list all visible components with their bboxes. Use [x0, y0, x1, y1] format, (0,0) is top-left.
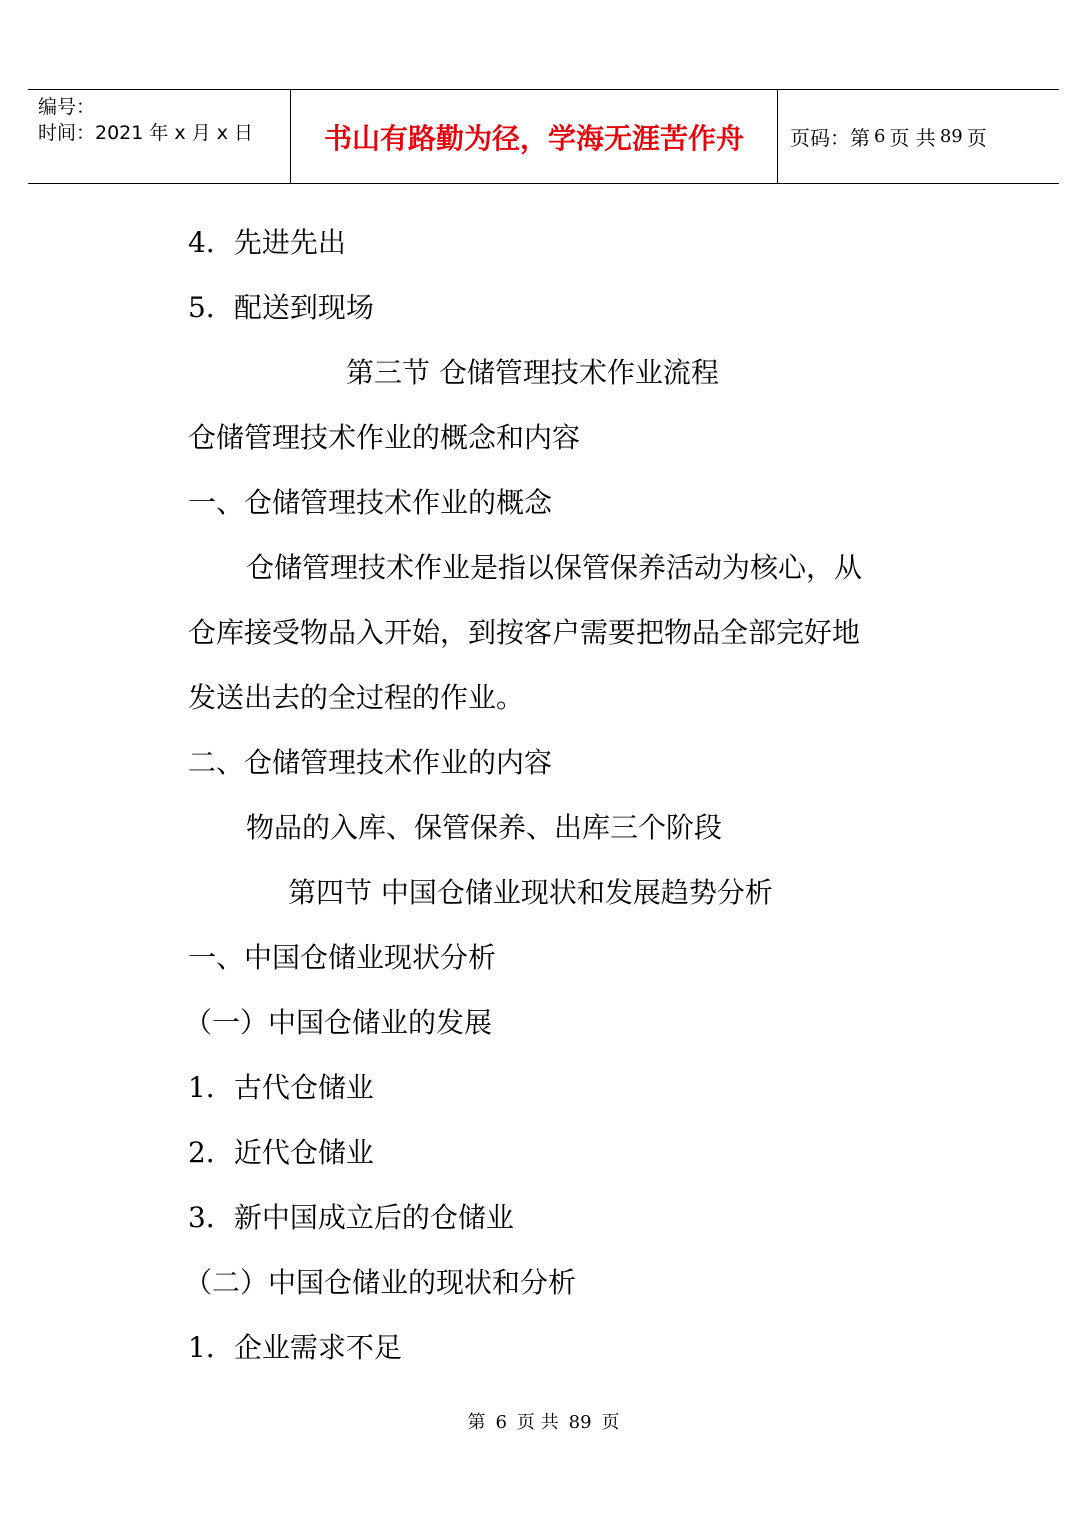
paragraph-line: 仓库接受物品入开始，到按客户需要把物品全部完好地 — [188, 616, 861, 649]
header-page-info — [790, 90, 987, 183]
list-item: 4．先进先出 — [188, 226, 346, 259]
page-suffix: 页 — [966, 126, 987, 150]
total-page-number: 89 — [939, 126, 963, 147]
footer-mid: 页 共 — [516, 1412, 559, 1433]
header-meta — [38, 94, 253, 146]
time-label: 时间：2021 年 x 月 x 日 — [38, 122, 254, 144]
section-heading: 第四节 中国仓储业现状和发展趋势分析 — [288, 876, 773, 909]
list-item: 3．新中国成立后的仓储业 — [188, 1201, 514, 1234]
paragraph-line: 发送出去的全过程的作业。 — [188, 681, 525, 714]
footer-total-pages: 89 — [568, 1412, 592, 1433]
list-item: 5．配送到现场 — [188, 291, 374, 324]
page-mid: 页 共 — [889, 126, 936, 150]
serial-number-label: 编号： — [38, 96, 96, 118]
header-divider — [777, 90, 778, 183]
subheading: （一）中国仓储业的发展 — [184, 1006, 493, 1039]
page-header — [28, 89, 1059, 184]
footer-prefix: 第 — [467, 1412, 486, 1433]
paragraph-line: 物品的入库、保管保养、出库三个阶段 — [246, 811, 723, 844]
subheading: 仓储管理技术作业的概念和内容 — [188, 421, 581, 454]
list-item: 1．企业需求不足 — [188, 1331, 402, 1364]
subheading: 一、仓储管理技术作业的概念 — [188, 486, 553, 519]
current-page-number: 6 — [874, 126, 886, 147]
page-prefix: 页码：第 — [790, 126, 870, 150]
subheading: 一、中国仓储业现状分析 — [188, 941, 497, 974]
page-footer — [0, 1408, 1087, 1434]
section-heading: 第三节 仓储管理技术作业流程 — [346, 356, 719, 389]
subheading: （二）中国仓储业的现状和分析 — [184, 1266, 577, 1299]
header-motto: 书山有路勤为径，学海无涯苦作舟 — [323, 121, 744, 155]
footer-current-page: 6 — [495, 1412, 507, 1433]
list-item: 2．近代仓储业 — [188, 1136, 374, 1169]
subheading: 二、仓储管理技术作业的内容 — [188, 746, 553, 779]
list-item: 1．古代仓储业 — [188, 1071, 374, 1104]
paragraph-line: 仓储管理技术作业是指以保管保养活动为核心，从 — [246, 551, 863, 584]
footer-suffix: 页 — [601, 1412, 620, 1433]
